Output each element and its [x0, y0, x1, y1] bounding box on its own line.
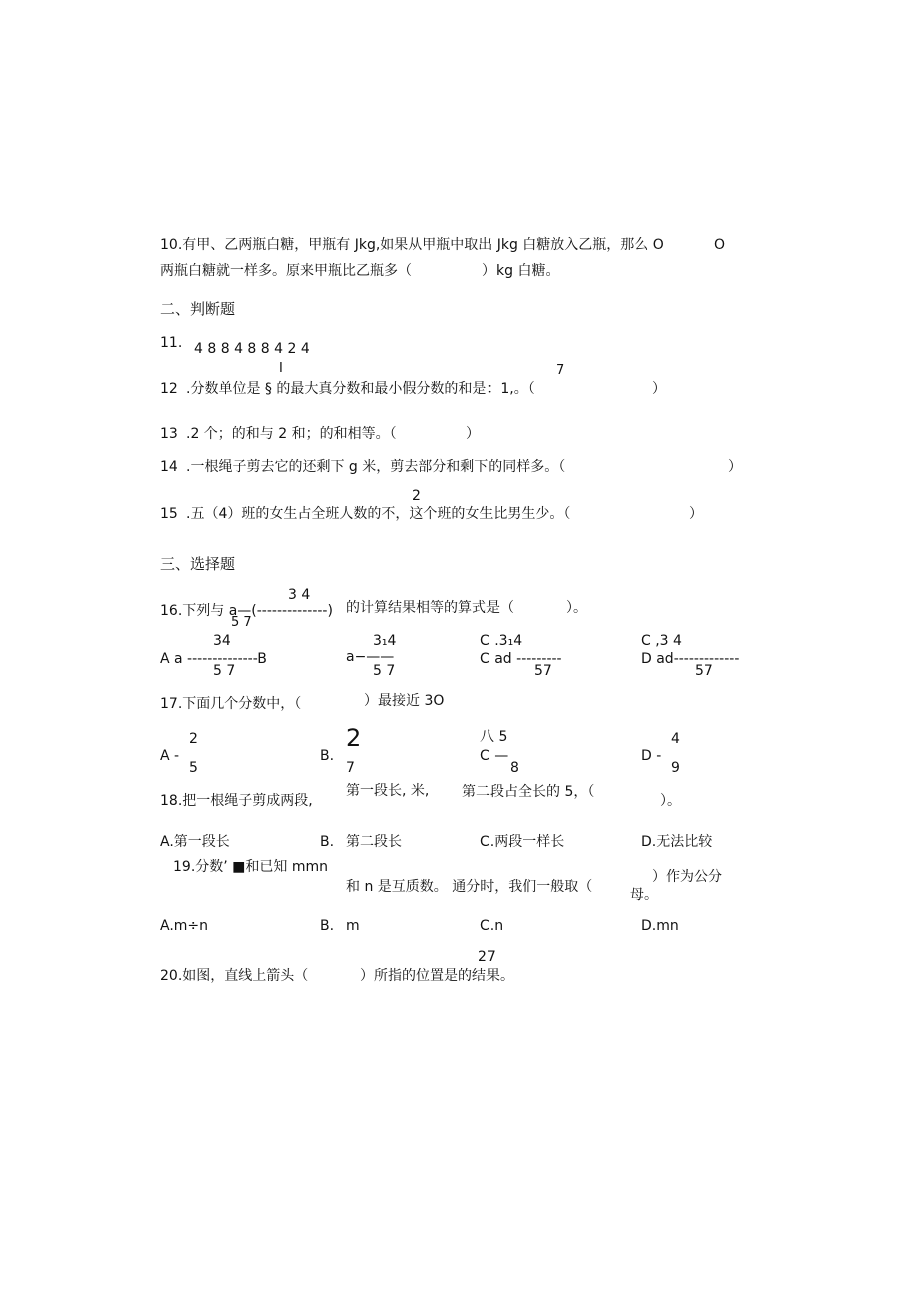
- q16-option-d[interactable]: D ad-------------: [641, 651, 740, 667]
- q20-stem: 20.如图，直线上箭头（: [160, 968, 309, 984]
- q19-option-b-letter[interactable]: B.: [320, 918, 335, 934]
- q12-text: .分数单位是 § 的最大真分数和最小假分数的和是：1,。（: [186, 381, 535, 397]
- q19-option-a[interactable]: A.m÷n: [160, 918, 209, 934]
- q19-line2: 和 n 是互质数。 通分时，我们一般取（: [346, 879, 593, 895]
- q18-option-c[interactable]: C.两段一样长: [480, 834, 565, 850]
- q11-number: 11.: [160, 335, 183, 351]
- q17-option-c[interactable]: C —: [480, 748, 509, 764]
- q20-top-digits: 27: [478, 949, 496, 965]
- q15-end: ）: [689, 506, 703, 522]
- section-choice-heading: 三、选择题: [160, 555, 236, 573]
- q10-line2-end: ）kg 白糖。: [482, 263, 560, 279]
- q18-end: ）。: [660, 793, 681, 809]
- q14-end: ）: [728, 459, 742, 475]
- q17-stem: 17.下面几个分数中，（: [160, 696, 302, 712]
- q19-end-2: 母。: [630, 887, 658, 903]
- q16-option-a-top: 34: [213, 633, 231, 649]
- q16-option-d-top: C ,3 4: [641, 633, 682, 649]
- q14-text: .一根绳子剪去它的还剩下 g 米，剪去部分和剩下的同样多。（: [186, 459, 566, 475]
- q10-line1: 10.有甲、乙两瓶白糖，甲瓶有 Jkg,如果从甲瓶中取出 Jkg 白糖放入乙瓶，那么 O: [160, 237, 664, 253]
- q16-option-c-bottom: 57: [534, 663, 552, 679]
- q16-option-b-top: 3₁4: [373, 633, 397, 649]
- q15-text: .五（4）班的女生占全班人数的不，这个班的女生比男生少。（: [186, 506, 571, 522]
- q16-option-c-top: C .3₁4: [480, 633, 523, 649]
- q16-option-a[interactable]: A a --------------B: [160, 651, 267, 667]
- q11-mark: I: [279, 361, 283, 376]
- q16-stem: 16.下列与 a—(--------------): [160, 603, 333, 619]
- q16-top-digits: 3 4: [288, 587, 311, 603]
- q18-first-segment: 第一段长, 米,: [346, 783, 430, 799]
- q17-option-c-top: 八 5: [480, 729, 508, 745]
- q10-line1-tail: O: [714, 237, 726, 253]
- section-judgement-heading: 二、判断题: [160, 300, 236, 318]
- q13-end: ）: [466, 426, 480, 442]
- q17-option-a-bottom: 5: [189, 760, 198, 776]
- q19-stem: 19.分数’ ■和已知 mmn: [173, 859, 328, 875]
- q17-option-d-bottom: 9: [671, 760, 680, 776]
- q19-option-d[interactable]: D.mn: [641, 918, 679, 934]
- q13-number: 13: [160, 426, 178, 442]
- q10-line2: 两瓶白糖就一样多。原来甲瓶比乙瓶多（: [160, 263, 412, 279]
- q11-text: 4 8 8 4 8 8 4 2 4: [194, 341, 310, 357]
- q17-end: ）最接近 3O: [364, 693, 445, 709]
- q16-end: ）。: [566, 600, 587, 616]
- q12-end: ）: [652, 381, 666, 397]
- q18-stem: 18.把一根绳子剪成两段,: [160, 793, 313, 809]
- q13-text: .2 个；的和与 2 和；的和相等。（: [186, 426, 397, 442]
- q12-number: 12: [160, 381, 178, 397]
- q16-option-a-bottom: 5 7: [213, 663, 236, 679]
- q16-option-c[interactable]: C ad ---------: [480, 651, 562, 667]
- q20-end: ）所指的位置是的结果。: [360, 968, 514, 984]
- q16-tail: 的计算结果相等的算式是（: [346, 600, 514, 616]
- q16-option-d-bottom: 57: [695, 663, 713, 679]
- q16-option-b[interactable]: a−——: [346, 649, 395, 665]
- q15-top-digit: 2: [412, 488, 421, 504]
- q17-option-b-bottom: 7: [346, 760, 355, 776]
- q14-number: 14: [160, 459, 178, 475]
- q19-option-c[interactable]: C.n: [480, 918, 504, 934]
- q17-option-b-numerator: 2: [346, 724, 362, 752]
- q17-option-d[interactable]: D -: [641, 748, 662, 764]
- q17-option-c-bottom: 8: [510, 760, 519, 776]
- q18-option-a[interactable]: A.第一段长: [160, 834, 230, 850]
- q15-number: 15: [160, 506, 178, 522]
- q18-option-b-letter[interactable]: B.: [320, 834, 335, 850]
- q16-under-digits: 5 7: [231, 615, 252, 630]
- q18-option-d[interactable]: D.无法比较: [641, 834, 713, 850]
- q19-end: ）作为公分: [652, 869, 722, 885]
- q18-second-segment: 第二段占全长的 5，（: [462, 784, 595, 800]
- q16-option-b-bottom: 5 7: [373, 663, 396, 679]
- q19-option-b[interactable]: m: [346, 918, 360, 934]
- q17-option-a[interactable]: A -: [160, 748, 180, 764]
- q17-option-b[interactable]: B.: [320, 748, 335, 764]
- q17-option-a-top: 2: [189, 731, 198, 747]
- q18-option-b[interactable]: 第二段长: [346, 834, 402, 850]
- q17-option-d-top: 4: [671, 731, 680, 747]
- q12-top-digit: 7: [556, 363, 565, 378]
